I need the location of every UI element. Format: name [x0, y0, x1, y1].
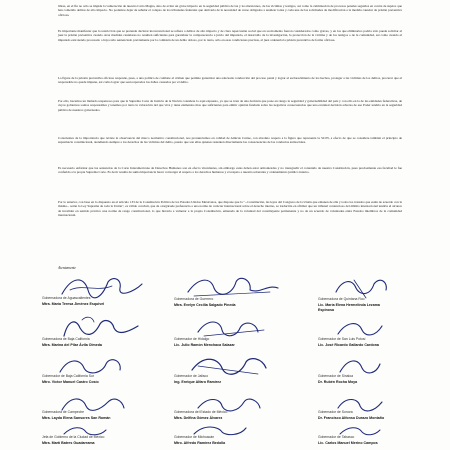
signatory-name: Lic. José Ricardo Gallardo Cardona — [318, 343, 379, 347]
signature-block — [174, 352, 294, 392]
signatory-name: Ing. Enrique Alfaro Ramírez — [174, 380, 221, 384]
signatory-name: Lic. María Elena Hermelinda Lezama — [318, 303, 380, 307]
body-paragraph-3: La figura de la prisión preventiva oficiosa responde, pues, a una política de combate al crimen que permite garantizar una adecuada conducción del proceso penal y lograr el esclarecimiento de los hechos, proteger a las víctimas de los delitos, procurar que el responsable no quede impune, así como lograr que sean reparados los daños causados por el delito. — [58, 76, 402, 85]
signatory-name: Mtro. Víctor Manuel Castro Cosío — [42, 380, 99, 384]
closing-greeting: Atentamente — [58, 266, 76, 270]
signatory-name: Lic. Julio Ramón Menchaca Salazar — [174, 343, 235, 347]
body-paragraph-6: Es necesario enfatizar que las sentencias de la Corte Interamericana de Derechos Humanos son en efecto vinculantes, sin embargo estas deben estar armonizadas y no transgredir el contenido de nuestra Constitución, pues precisamente esa facultad le fue conferida a la propia Suprema Corte. Es decir resulta de suma importancia hacer converger el respeto a los derechos humanos y el respeto a nuestra soberanía y ordenamiento jurídico interno. — [58, 166, 402, 175]
signatory-name: Dr. Francisco Alfonso Durazo Montaño — [318, 416, 385, 420]
signature-block — [42, 424, 162, 450]
signature-block — [318, 352, 438, 392]
signatory-role: Gobernador de Baja California Sur — [42, 374, 95, 378]
signatory-role: Gobernador de San Luis Potosí — [318, 337, 366, 341]
signature-block — [174, 272, 294, 312]
body-paragraph-2: Es importante manifestar que la restricción que se pretende declarar inconvencional se refiere a delitos de alto impacto y de clara repercusión social que en su momento fueron considerados como graves, y en los que eliminarlos podría sólo puede solicitar al juez la prisión preventiva cuando otras medidas cautelares no resulten suficientes para garantizar la comparecencia a juicio del imputado, el desarrollo de la investigación, la protección de la víctima y de los testigos o de la comunidad, así como cuando el imputado esté siendo procesado o haya sido sentenciado previamente por la comisión de un delito doloso, por lo tanto, sólo en esas condiciones precisas, el juez ordenaría la prisión preventiva de forma oficiosa. — [58, 29, 402, 42]
signatory-role: Gobernador de Michoacán — [174, 435, 215, 439]
signature-block — [42, 352, 162, 392]
signatory-role: Jefa de Gobierno de la Ciudad de México — [42, 435, 105, 439]
signatory-role: Gobernador de Tabasco — [318, 435, 355, 439]
signatory-name-continued: Espinosa — [318, 308, 334, 312]
signature-block — [318, 424, 438, 450]
signatory-role: Gobernadora de Quintana Roo — [318, 297, 365, 301]
signature-block — [318, 314, 438, 354]
signature-block — [174, 314, 294, 354]
signatory-name: Mtro. Alfredo Ramírez Bedolla — [174, 441, 226, 445]
signatory-role: Gobernadora del Estado de México — [174, 410, 228, 414]
signatory-name: Mtra. Marina del Pilar Ávila Olmeda — [42, 343, 102, 347]
signatory-role: Gobernador de Sonora — [318, 410, 353, 414]
signatory-name: Mtra. Evelyn Cecilia Salgado Pineda — [174, 303, 236, 307]
body-paragraph-7: Por lo anterior, con base en lo dispuesto en el artículo 133 de la Constitución Política de los Estados Unidos Mexicanos, que dispone que la "...Constitución, las leyes del Congreso de la Unión que emanen de ella y todos los tratados que estén de acuerdo con la misma... serán la Ley Suprema de toda la Unión", es válido concluir, que de otorgársele preferencia a una norma de carácter internacional sobre el derecho interno, se traduciría en afirmar que un tribunal contencioso del ámbito internacional tendría el alcance de invalidar en sentido práctico una norma de rango constitucional, lo que llevaría a vulnerar a la propia Constitución, emanada de la voluntad del constituyente permanente y no de un acuerdo de voluntades entre Estados miembros de la comunidad internacional. — [58, 200, 402, 217]
signatory-role: Gobernadora de Guerrero — [174, 297, 214, 301]
signature-block — [318, 272, 438, 312]
signatory-role: Gobernadora de Baja California — [42, 337, 90, 341]
signature-block — [42, 272, 162, 312]
signatory-name: Lic. Carlos Manuel Merino Campos — [318, 441, 378, 445]
signatory-role: Gobernadora de Aguascalientes — [42, 296, 91, 300]
signature-block — [174, 424, 294, 450]
signatory-name: Mtra. Delfina Gómez Álvarez — [174, 416, 223, 420]
signatory-name: Mtra. Martí Batres Guadarrama — [42, 441, 95, 445]
body-paragraph-5: Conscientes de la importancia que reviste la observancia del marco normativo constitucional, nos pronunciamos en calidad de Amicus Curiae, con absoluto respeto a la figura que representa la SCJN, a efecto de que se considere también el principio de supremacía constitucional, atendiendo siempre a los derechos de las víctimas del delito, puesto que son ellas quienes resienten directamente las consecuencias de las conductas antisociales. — [58, 136, 402, 145]
signatory-role: Gobernador de Sinaloa — [318, 374, 354, 378]
signatory-role: Gobernadora de Campeche — [42, 410, 85, 414]
body-paragraph-1: libres, en el fin no sólo se impide la vulneración de nuestra Carta Magna, sino de evitar un grave impacto en la seguridad pública de las y los mexicanos, de las víctimas y testigos, así como la culminación de procesos penales seguidos en contra de sujetos que han cometido delitos de alto impacto. No podemos dejar de señalar el colapso de los tribunales federales que derivaría de la necesidad de verse obligados a analizar todas y cada una de las solicitudes de modificación a la medida cautelar de prisión preventiva oficiosa. — [58, 4, 402, 17]
signature-block — [42, 314, 162, 354]
body-paragraph-4: Por ello, hacemos un llamado respetuoso para que la Suprema Corte de Justicia de la Nación considere lo aquí expuesto, ya que se trata de una decisión que pone en riesgo la seguridad y gobernabilidad del país y con ello en la de las entidades federativas, de cuyos gobiernos somos responsables y tenemos por tanto la valoración del que vive y tiene elementos mas que suficientes para emitir opinión fundada sobre las negativas consecuencias que una eventual decisión adversa de ese Poder tendría en la seguridad pública de nuestros gobernados. — [58, 99, 402, 112]
signatory-role: Gobernador de Hidalgo — [174, 337, 210, 341]
signatory-name: Mtra. Layda Elena Sansores San Román — [42, 416, 111, 420]
signatory-name: Mtra. María Teresa Jiménez Esquivel — [42, 302, 105, 306]
signatory-name: Dr. Rubén Rocha Moya — [318, 380, 358, 384]
signatory-role: Gobernador de Jalisco — [174, 374, 209, 378]
